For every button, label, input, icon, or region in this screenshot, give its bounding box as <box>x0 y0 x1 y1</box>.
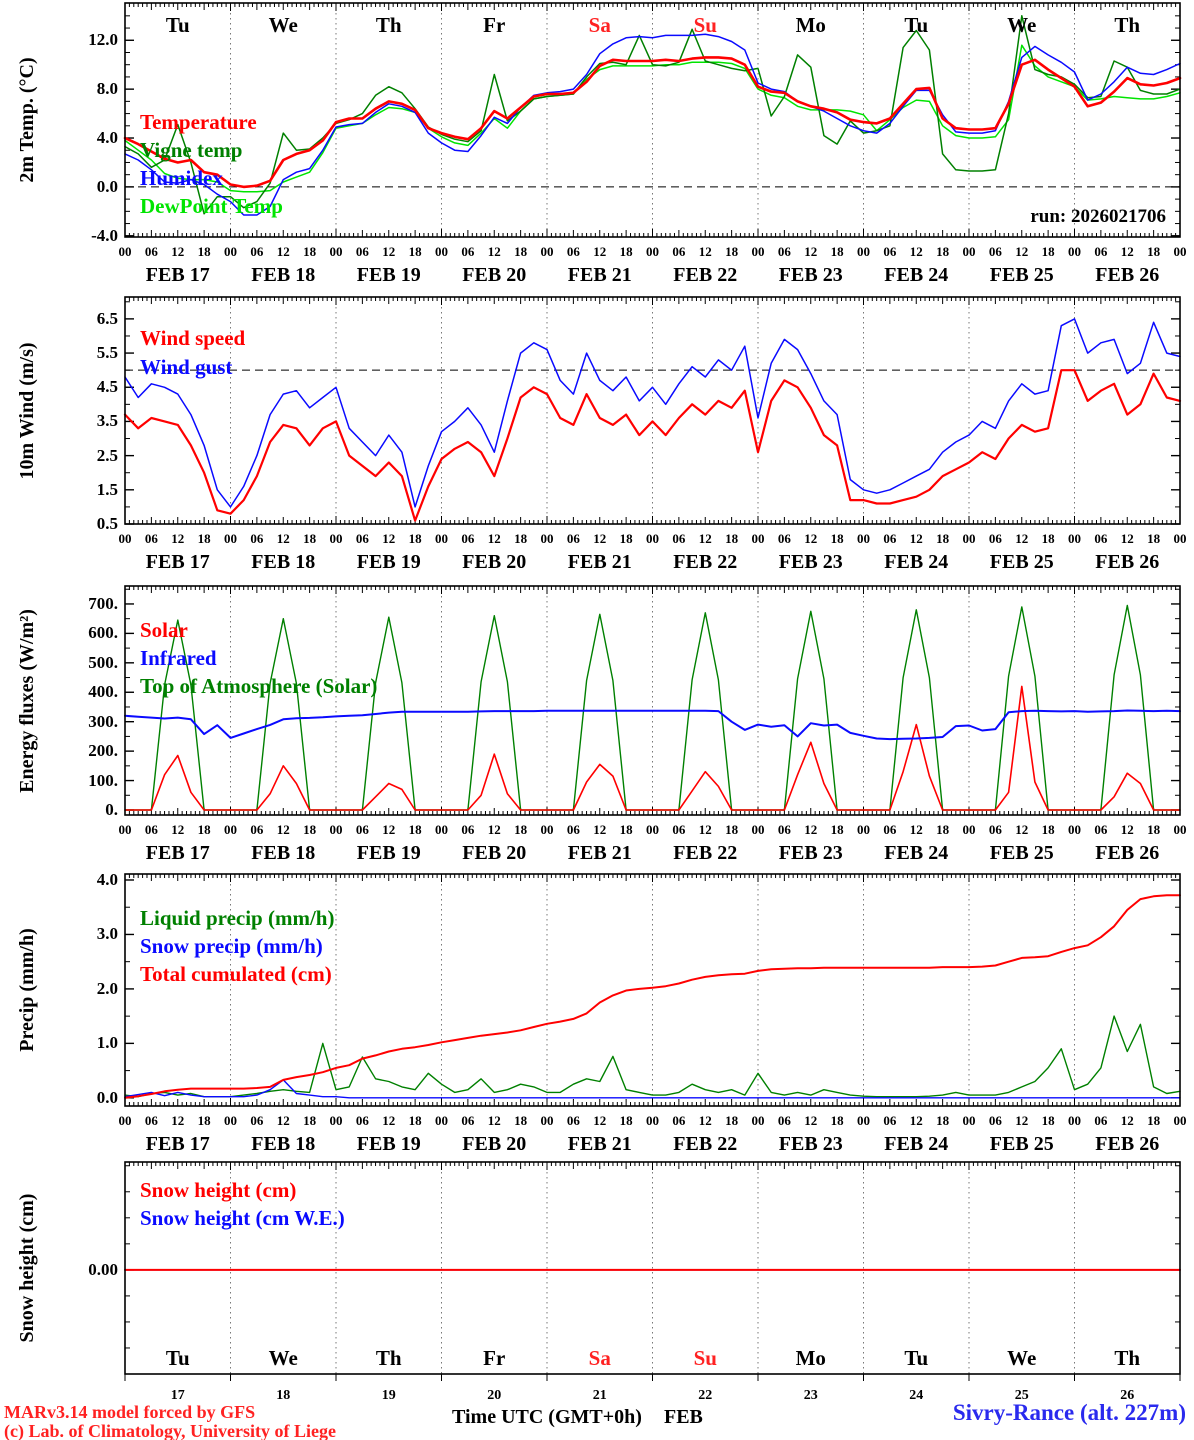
legend-top-of-atmosphere-solar: Top of Atmosphere (Solar) <box>140 674 378 698</box>
x-tick-label: 06 <box>355 244 369 259</box>
legend-humidex: Humidex <box>140 166 223 190</box>
x-day-label: FEB 19 <box>356 264 421 286</box>
legend-total-cumulated-cm: Total cumulated (cm) <box>140 962 332 986</box>
x-day-label: FEB 22 <box>673 842 738 864</box>
x-day-label: FEB 21 <box>567 1133 632 1155</box>
x-tick-label: 06 <box>672 244 686 259</box>
day-number-label: 23 <box>803 1388 818 1403</box>
x-tick-label: 12 <box>1120 1113 1134 1128</box>
panel-frame <box>125 297 1180 524</box>
x-day-label: FEB 18 <box>251 264 316 286</box>
x-tick-label: 12 <box>1015 531 1029 546</box>
y-tick-label: 400. <box>88 682 118 702</box>
x-tick-label: 12 <box>1015 822 1029 837</box>
x-day-label: FEB 26 <box>1095 842 1160 864</box>
x-tick-label: 00 <box>540 244 554 259</box>
y-tick-label: 600. <box>88 623 118 643</box>
panel-2-wind10m <box>125 297 1180 524</box>
y-tick-label: 300. <box>88 711 118 731</box>
x-tick-label: 12 <box>382 822 396 837</box>
x-tick-label: 06 <box>355 531 369 546</box>
x-tick-label: 18 <box>303 531 317 546</box>
y-tick-label: 3.0 <box>96 924 118 944</box>
x-tick-label: 06 <box>144 531 158 546</box>
x-tick-label: 00 <box>435 244 448 259</box>
x-tick-label: 00 <box>646 531 659 546</box>
x-tick-label: 06 <box>1094 244 1108 259</box>
y-tick-label: 1.0 <box>96 1033 118 1053</box>
x-tick-label: 18 <box>725 244 739 259</box>
x-day-label: FEB 25 <box>989 842 1054 864</box>
legend-snow-height-cm-w-e: Snow height (cm W.E.) <box>140 1206 345 1230</box>
x-tick-label: 12 <box>382 244 396 259</box>
x-tick-label: 12 <box>1015 244 1029 259</box>
x-tick-label: 00 <box>540 822 554 837</box>
x-day-label: FEB 23 <box>778 1133 843 1155</box>
x-tick-label: 18 <box>1041 531 1055 546</box>
x-tick-label: 18 <box>830 822 844 837</box>
time-axis-caption: Time UTC (GMT+0h) <box>452 1406 642 1428</box>
day-name-label-bottom: Sa <box>588 1346 611 1370</box>
x-tick-label: 18 <box>725 531 739 546</box>
x-tick-label: 18 <box>408 531 422 546</box>
x-tick-label: 18 <box>514 822 528 837</box>
day-name-label-top: Su <box>693 13 717 37</box>
day-number-label: 19 <box>381 1388 396 1403</box>
x-tick-label: 00 <box>646 822 659 837</box>
x-tick-label: 18 <box>197 531 211 546</box>
day-name-label-top: Fr <box>483 13 506 37</box>
x-day-label: FEB 23 <box>778 551 843 573</box>
y-axis-title: 2m Temp. (°C) <box>16 57 38 183</box>
y-tick-label: 8.0 <box>96 79 118 99</box>
y-tick-label: 100. <box>88 770 118 790</box>
day-number-label: 26 <box>1120 1388 1135 1403</box>
x-tick-label: 06 <box>461 822 475 837</box>
x-tick-label: 00 <box>118 244 132 259</box>
x-tick-label: 12 <box>698 822 712 837</box>
x-day-label: FEB 17 <box>145 551 210 573</box>
legend-snow-precip-mm-h: Snow precip (mm/h) <box>140 934 323 958</box>
day-name-label-bottom: Th <box>375 1346 402 1370</box>
series-line-infrared <box>125 711 1180 740</box>
x-tick-label: 00 <box>1068 1113 1081 1128</box>
x-day-label: FEB 20 <box>462 842 527 864</box>
x-tick-label: 18 <box>619 244 633 259</box>
x-tick-label: 00 <box>1068 531 1081 546</box>
x-tick-label: 00 <box>857 244 870 259</box>
x-tick-label: 18 <box>1147 244 1161 259</box>
x-day-label: FEB 21 <box>567 551 632 573</box>
x-tick-label: 00 <box>224 531 237 546</box>
x-tick-label: 00 <box>962 1113 976 1128</box>
x-tick-label: 18 <box>197 822 211 837</box>
y-tick-label: 3.5 <box>96 411 118 431</box>
x-tick-label: 06 <box>566 1113 580 1128</box>
day-name-label-bottom: We <box>268 1346 298 1370</box>
panel-3-energy_fluxes <box>125 586 1180 815</box>
x-day-label: FEB 25 <box>989 1133 1054 1155</box>
x-tick-label: 18 <box>830 244 844 259</box>
x-day-label: FEB 18 <box>251 1133 316 1155</box>
x-tick-label: 18 <box>303 244 317 259</box>
x-tick-label: 00 <box>435 531 448 546</box>
x-day-label: FEB 25 <box>989 264 1054 286</box>
x-tick-label: 00 <box>857 1113 870 1128</box>
x-tick-label: 00 <box>1173 531 1187 546</box>
x-tick-label: 12 <box>698 244 712 259</box>
y-tick-label: 5.5 <box>96 343 118 363</box>
x-day-label: FEB 24 <box>884 1133 949 1155</box>
x-tick-label: 06 <box>988 531 1002 546</box>
x-tick-label: 12 <box>698 1113 712 1128</box>
x-day-label: FEB 26 <box>1095 551 1160 573</box>
x-day-label: FEB 20 <box>462 551 527 573</box>
x-tick-label: 12 <box>171 1113 185 1128</box>
x-tick-label: 06 <box>250 531 264 546</box>
x-tick-label: 06 <box>144 1113 158 1128</box>
x-tick-label: 06 <box>1094 822 1108 837</box>
x-tick-label: 12 <box>593 822 607 837</box>
x-tick-label: 00 <box>857 531 870 546</box>
x-tick-label: 06 <box>250 244 264 259</box>
x-day-label: FEB 22 <box>673 264 738 286</box>
x-tick-label: 18 <box>619 822 633 837</box>
day-name-label-bottom: Mo <box>795 1346 826 1370</box>
day-name-label-bottom: Tu <box>165 1346 190 1370</box>
x-day-label: FEB 23 <box>778 264 843 286</box>
x-tick-label: 00 <box>646 244 659 259</box>
x-tick-label: 06 <box>883 1113 897 1128</box>
x-tick-label: 06 <box>988 822 1002 837</box>
y-tick-label: 0.0 <box>96 1087 118 1107</box>
x-tick-label: 12 <box>1015 1113 1029 1128</box>
x-tick-label: 12 <box>593 531 607 546</box>
x-tick-label: 00 <box>224 1113 237 1128</box>
legend-wind-gust: Wind gust <box>140 355 233 379</box>
x-tick-label: 06 <box>777 822 791 837</box>
x-tick-label: 12 <box>804 531 818 546</box>
x-day-label: FEB 23 <box>778 842 843 864</box>
x-tick-label: 18 <box>619 531 633 546</box>
x-tick-label: 12 <box>276 244 290 259</box>
x-tick-label: 12 <box>382 1113 396 1128</box>
x-tick-label: 12 <box>276 822 290 837</box>
x-tick-label: 12 <box>1120 244 1134 259</box>
x-tick-label: 00 <box>118 531 132 546</box>
x-tick-label: 00 <box>118 1113 132 1128</box>
x-tick-label: 18 <box>830 531 844 546</box>
model-run-label: run: 2026021706 <box>1030 206 1166 227</box>
x-tick-label: 18 <box>830 1113 844 1128</box>
y-tick-label: 0.5 <box>96 514 118 533</box>
x-tick-label: 18 <box>1147 531 1161 546</box>
day-name-label-top: Tu <box>904 13 929 37</box>
x-tick-label: 06 <box>1094 1113 1108 1128</box>
x-day-label: FEB 22 <box>673 1133 738 1155</box>
x-tick-label: 12 <box>171 244 185 259</box>
x-tick-label: 18 <box>1041 244 1055 259</box>
day-name-label-top: Th <box>1114 13 1141 37</box>
x-tick-label: 18 <box>514 244 528 259</box>
x-tick-label: 06 <box>988 1113 1002 1128</box>
day-name-label-top: Sa <box>588 13 611 37</box>
x-tick-label: 00 <box>329 1113 343 1128</box>
y-tick-label: 4.0 <box>96 128 118 148</box>
x-day-label: FEB 19 <box>356 551 421 573</box>
x-tick-label: 12 <box>1120 531 1134 546</box>
x-day-label: FEB 19 <box>356 842 421 864</box>
x-tick-label: 00 <box>1173 822 1187 837</box>
x-tick-label: 06 <box>777 1113 791 1128</box>
x-tick-label: 12 <box>909 1113 923 1128</box>
y-tick-label: 0. <box>105 799 118 819</box>
x-tick-label: 18 <box>303 1113 317 1128</box>
x-tick-label: 18 <box>1147 1113 1161 1128</box>
y-tick-label: 200. <box>88 741 118 761</box>
x-tick-label: 12 <box>909 531 923 546</box>
x-day-label: FEB 17 <box>145 264 210 286</box>
y-tick-label: 2.5 <box>96 445 118 465</box>
x-tick-label: 06 <box>672 822 686 837</box>
x-tick-label: 00 <box>540 1113 554 1128</box>
x-day-label: FEB 21 <box>567 264 632 286</box>
y-axis-title: Snow height (cm) <box>16 1193 38 1343</box>
x-tick-label: 00 <box>329 244 343 259</box>
x-tick-label: 06 <box>1094 531 1108 546</box>
day-name-label-bottom: We <box>1007 1346 1037 1370</box>
x-day-label: FEB 25 <box>989 551 1054 573</box>
y-tick-label: 2.0 <box>96 978 118 998</box>
x-tick-label: 00 <box>751 1113 765 1128</box>
x-day-label: FEB 18 <box>251 551 316 573</box>
x-tick-label: 18 <box>303 822 317 837</box>
x-tick-label: 06 <box>566 822 580 837</box>
x-tick-label: 12 <box>382 531 396 546</box>
x-tick-label: 12 <box>487 244 501 259</box>
x-day-label: FEB 24 <box>884 842 949 864</box>
x-tick-label: 00 <box>224 244 237 259</box>
x-tick-label: 12 <box>909 244 923 259</box>
x-tick-label: 18 <box>1147 822 1161 837</box>
legend-wind-speed: Wind speed <box>140 326 246 350</box>
x-tick-label: 18 <box>1041 1113 1055 1128</box>
panel-1-temp2m <box>125 3 1180 237</box>
x-tick-label: 18 <box>197 244 211 259</box>
x-tick-label: 12 <box>276 531 290 546</box>
x-tick-label: 06 <box>777 244 791 259</box>
day-number-label: 18 <box>276 1388 291 1403</box>
x-tick-label: 00 <box>540 531 554 546</box>
x-day-label: FEB 19 <box>356 1133 421 1155</box>
x-tick-label: 06 <box>355 1113 369 1128</box>
x-tick-label: 12 <box>804 1113 818 1128</box>
x-tick-label: 00 <box>857 822 870 837</box>
day-number-label: 17 <box>170 1388 185 1403</box>
x-tick-label: 06 <box>250 1113 264 1128</box>
x-tick-label: 06 <box>883 531 897 546</box>
x-tick-label: 18 <box>408 822 422 837</box>
x-tick-label: 06 <box>566 244 580 259</box>
x-tick-label: 06 <box>883 244 897 259</box>
y-tick-label: 0.0 <box>96 176 118 196</box>
x-tick-label: 06 <box>355 822 369 837</box>
x-day-label: FEB 26 <box>1095 264 1160 286</box>
x-tick-label: 06 <box>672 531 686 546</box>
x-day-label: FEB 24 <box>884 551 949 573</box>
x-tick-label: 12 <box>804 244 818 259</box>
legend-temperature: Temperature <box>140 110 257 134</box>
lab-credit-line: (c) Lab. of Climatology, University of Liege <box>4 1421 336 1440</box>
day-number-label: 20 <box>487 1388 502 1403</box>
legend-vigne-temp: Vigne temp <box>140 138 243 162</box>
x-tick-label: 18 <box>408 244 422 259</box>
legend-snow-height-cm: Snow height (cm) <box>140 1178 297 1202</box>
x-tick-label: 12 <box>804 822 818 837</box>
x-tick-label: 18 <box>619 1113 633 1128</box>
x-tick-label: 12 <box>276 1113 290 1128</box>
x-day-label: FEB 21 <box>567 842 632 864</box>
x-tick-label: 12 <box>698 531 712 546</box>
x-tick-label: 00 <box>962 244 976 259</box>
day-name-label-top: Th <box>375 13 402 37</box>
x-tick-label: 00 <box>329 531 343 546</box>
x-tick-label: 12 <box>487 1113 501 1128</box>
day-name-label-top: Mo <box>795 13 826 37</box>
x-tick-label: 18 <box>514 1113 528 1128</box>
x-tick-label: 00 <box>962 531 976 546</box>
y-tick-label: 500. <box>88 652 118 672</box>
x-tick-label: 18 <box>1041 822 1055 837</box>
x-tick-label: 06 <box>250 822 264 837</box>
x-tick-label: 00 <box>751 531 765 546</box>
x-tick-label: 12 <box>593 244 607 259</box>
x-tick-label: 06 <box>461 531 475 546</box>
x-tick-label: 12 <box>487 822 501 837</box>
y-tick-label: 6.5 <box>96 308 118 328</box>
x-day-label: FEB 22 <box>673 551 738 573</box>
day-name-label-top: We <box>1007 13 1037 37</box>
x-tick-label: 18 <box>725 1113 739 1128</box>
day-number-label: 25 <box>1014 1388 1029 1403</box>
day-name-label-top: We <box>268 13 298 37</box>
x-tick-label: 18 <box>936 1113 950 1128</box>
x-tick-label: 00 <box>1173 1113 1187 1128</box>
x-tick-label: 00 <box>962 822 976 837</box>
x-day-label: FEB 17 <box>145 842 210 864</box>
day-number-label: 21 <box>592 1388 607 1403</box>
x-tick-label: 12 <box>909 822 923 837</box>
x-tick-label: 06 <box>144 822 158 837</box>
y-tick-label: 4.5 <box>96 377 118 397</box>
y-tick-label: 1.5 <box>96 479 118 499</box>
x-tick-label: 00 <box>435 822 448 837</box>
day-number-label: 24 <box>909 1388 924 1403</box>
legend-liquid-precip-mm-h: Liquid precip (mm/h) <box>140 906 335 930</box>
x-tick-label: 06 <box>461 244 475 259</box>
x-tick-label: 06 <box>883 822 897 837</box>
x-day-label: FEB 17 <box>145 1133 210 1155</box>
x-tick-label: 12 <box>487 531 501 546</box>
x-tick-label: 12 <box>171 531 185 546</box>
y-axis-title: 10m Wind (m/s) <box>16 341 38 480</box>
day-name-label-bottom: Su <box>693 1346 717 1370</box>
x-tick-label: 00 <box>435 1113 448 1128</box>
x-tick-label: 00 <box>751 244 765 259</box>
x-tick-label: 18 <box>197 1113 211 1128</box>
x-day-label: FEB 18 <box>251 842 316 864</box>
y-tick-label: 0.00 <box>88 1259 118 1279</box>
y-tick-label: 4.0 <box>96 869 118 889</box>
x-tick-label: 00 <box>646 1113 659 1128</box>
station-label: Sivry-Rance (alt. 227m) <box>952 1400 1186 1425</box>
x-tick-label: 00 <box>329 822 343 837</box>
series-line-temperature <box>125 57 1180 190</box>
x-tick-label: 06 <box>566 531 580 546</box>
day-name-label-bottom: Th <box>1114 1346 1141 1370</box>
x-tick-label: 06 <box>144 244 158 259</box>
x-tick-label: 18 <box>408 1113 422 1128</box>
x-day-label: FEB 26 <box>1095 1133 1160 1155</box>
x-tick-label: 00 <box>1068 244 1081 259</box>
day-number-label: 22 <box>698 1388 713 1403</box>
legend-dewpoint-temp: DewPoint Temp <box>140 194 283 218</box>
y-tick-label: 12.0 <box>88 30 118 50</box>
x-tick-label: 06 <box>461 1113 475 1128</box>
x-tick-label: 06 <box>672 1113 686 1128</box>
y-tick-label: -4.0 <box>91 225 118 245</box>
x-day-label: FEB 24 <box>884 264 949 286</box>
legend-solar: Solar <box>140 618 188 642</box>
day-name-label-bottom: Fr <box>483 1346 506 1370</box>
x-tick-label: 06 <box>777 531 791 546</box>
x-tick-label: 18 <box>936 822 950 837</box>
x-tick-label: 18 <box>514 531 528 546</box>
month-label: FEB <box>664 1406 703 1428</box>
x-tick-label: 00 <box>224 822 237 837</box>
day-name-label-bottom: Tu <box>904 1346 929 1370</box>
x-tick-label: 12 <box>171 822 185 837</box>
model-credit-line: MARv3.14 model forced by GFS <box>4 1402 256 1422</box>
x-tick-label: 18 <box>936 244 950 259</box>
x-tick-label: 00 <box>751 822 765 837</box>
x-tick-label: 18 <box>725 822 739 837</box>
y-axis-title: Precip (mm/h) <box>16 928 38 1052</box>
x-tick-label: 18 <box>936 531 950 546</box>
x-day-label: FEB 20 <box>462 264 527 286</box>
x-tick-label: 00 <box>118 822 132 837</box>
x-tick-label: 12 <box>593 1113 607 1128</box>
x-tick-label: 00 <box>1173 244 1187 259</box>
x-tick-label: 00 <box>1068 822 1081 837</box>
x-day-label: FEB 20 <box>462 1133 527 1155</box>
legend-infrared: Infrared <box>140 646 217 670</box>
x-tick-label: 06 <box>988 244 1002 259</box>
y-axis-title: Energy fluxes (W/m²) <box>16 608 38 793</box>
y-tick-label: 700. <box>88 593 118 613</box>
day-name-label-top: Tu <box>165 13 190 37</box>
x-tick-label: 12 <box>1120 822 1134 837</box>
